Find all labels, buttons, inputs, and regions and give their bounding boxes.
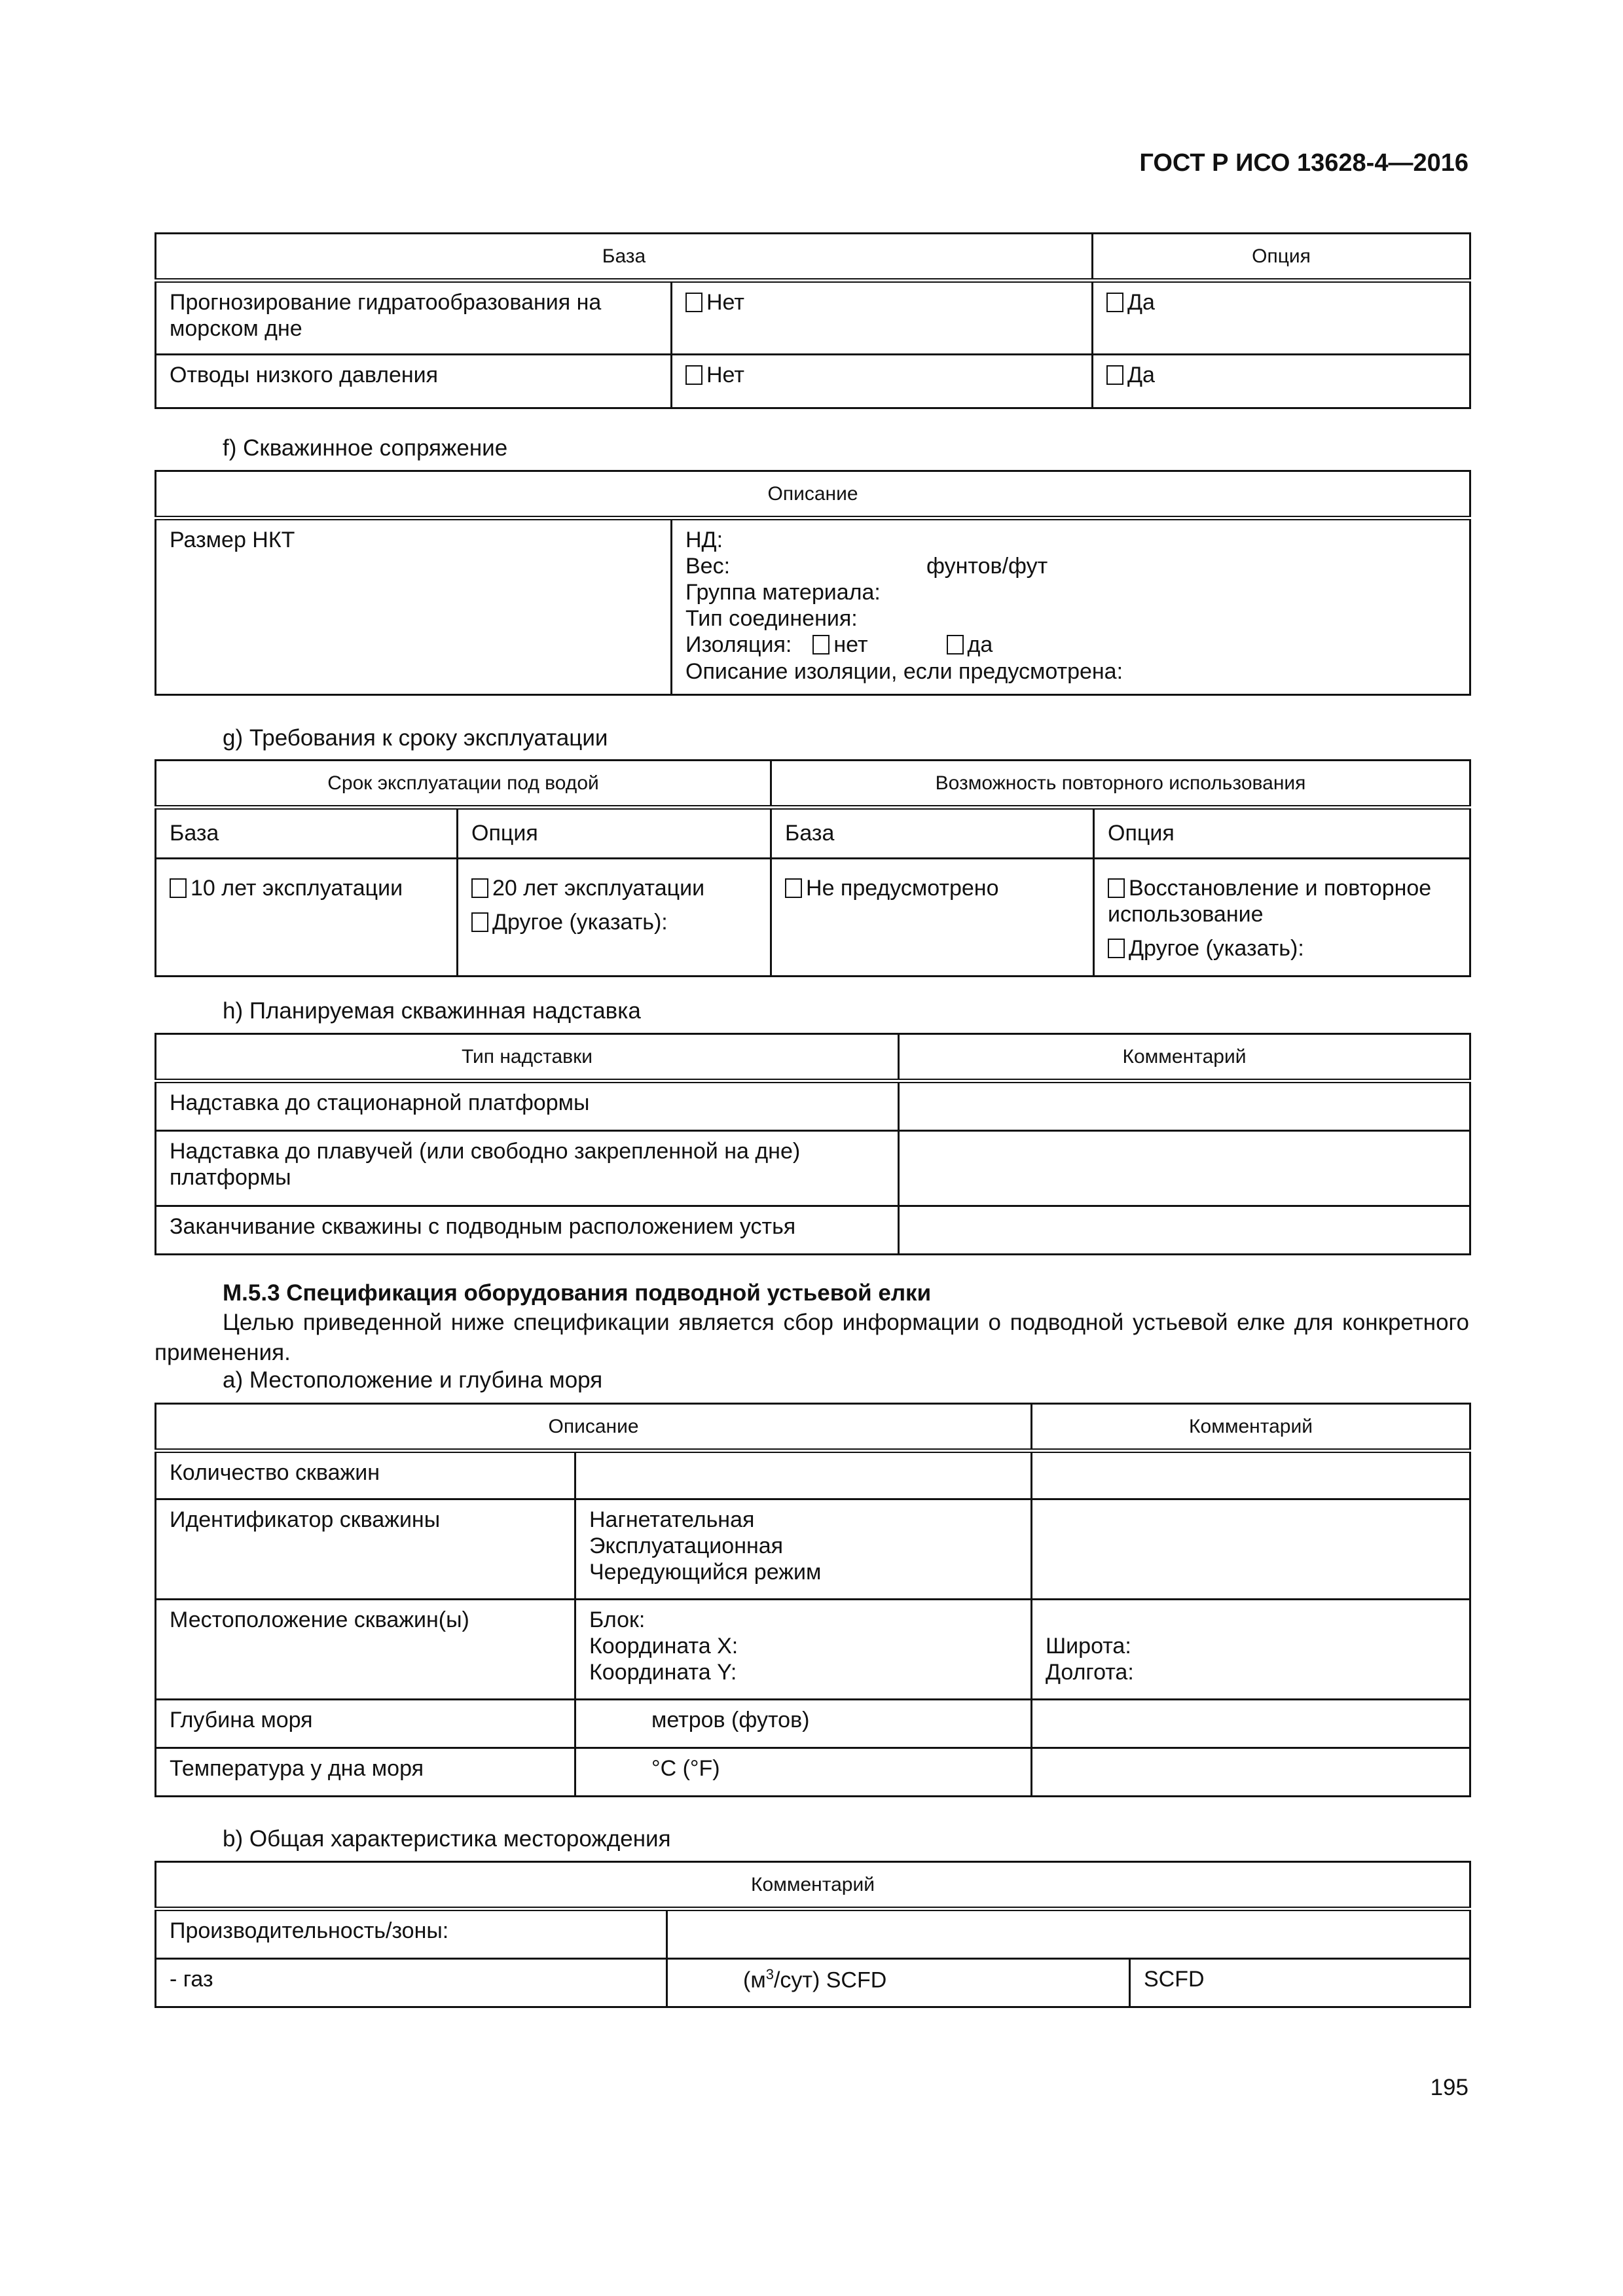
- checkbox[interactable]: [1106, 365, 1123, 385]
- comment-cell[interactable]: [899, 1131, 1470, 1206]
- checkbox-label: да: [967, 632, 993, 658]
- column-header-description: Описание: [156, 471, 1470, 518]
- checkbox-label: Нет: [706, 290, 744, 315]
- comment-cell[interactable]: [1032, 1700, 1470, 1748]
- checkbox-label: Другое (указать):: [1129, 936, 1304, 961]
- column-header-base: База: [156, 234, 1093, 281]
- checkbox[interactable]: [685, 293, 702, 312]
- column-header-type: Тип надставки: [156, 1034, 899, 1081]
- checkbox-label: нет: [833, 632, 868, 658]
- latitude-label: Широта:: [1046, 1634, 1131, 1659]
- comment-cell[interactable]: [1032, 1748, 1470, 1797]
- row-label: Надставка до стационарной платформы: [156, 1081, 899, 1131]
- weight-label: Вес:: [685, 554, 731, 579]
- row-label: Идентификатор скважины: [156, 1499, 575, 1600]
- table-row: [156, 1499, 1470, 1600]
- row-label: Прогнозирование гидратообразования на морском дне: [156, 281, 672, 355]
- value-cell[interactable]: [667, 1909, 1470, 1959]
- checkbox-label: Восстановление и повторное использование: [1108, 876, 1432, 927]
- checkbox[interactable]: [812, 635, 830, 655]
- service-life-table: [155, 759, 1469, 977]
- material-label: Группа материала:: [685, 580, 881, 605]
- comment-cell[interactable]: [1032, 1451, 1470, 1499]
- section-f-caption: f) Скважинное сопряжение: [223, 435, 508, 461]
- well-type: Эксплуатационная: [589, 1534, 784, 1559]
- section-h-caption: h) Планируемая скважинная надставка: [223, 998, 641, 1024]
- unit-label: метров (футов): [575, 1700, 1032, 1748]
- row-label: Температура у дна моря: [156, 1748, 575, 1797]
- column-header-comment: Комментарий: [1032, 1404, 1470, 1451]
- comment-cell[interactable]: [1032, 1499, 1470, 1600]
- checkbox[interactable]: [785, 878, 802, 898]
- table-row: [156, 1748, 1470, 1797]
- section-g-caption: g) Требования к сроку эксплуатации: [223, 725, 608, 751]
- unit-label: $(м^3/сут)$ SCFD: [667, 1959, 1130, 2007]
- tubing-table: [155, 470, 1469, 696]
- comment-cell[interactable]: [899, 1206, 1470, 1255]
- nd-label: НД:: [685, 528, 723, 552]
- column-header-comment: Комментарий: [156, 1862, 1470, 1909]
- checkbox-label: Другое (указать):: [492, 910, 668, 935]
- table-row: [156, 1131, 1470, 1206]
- extension-table: [155, 1033, 1469, 1255]
- page-number: 195: [1430, 2075, 1468, 2100]
- location-table: [155, 1403, 1469, 1797]
- checkbox[interactable]: [947, 635, 964, 655]
- row-label: Количество скважин: [156, 1451, 575, 1499]
- table-row: [156, 1206, 1470, 1255]
- column-header-reuse: Возможность повторного использования: [771, 761, 1470, 808]
- table-row: [156, 1909, 1470, 1959]
- insulation-label: Изоляция:: [685, 632, 792, 658]
- row-label: Производительность/зоны:: [156, 1909, 667, 1959]
- checkbox-label: 10 лет эксплуатации: [191, 876, 403, 901]
- checkbox[interactable]: [170, 878, 187, 898]
- row-label: Местоположение скважин(ы): [156, 1600, 575, 1700]
- subheader-option: Опция: [1094, 808, 1470, 859]
- table-row: [156, 1700, 1470, 1748]
- checkbox[interactable]: [1108, 878, 1125, 898]
- row-label: Надставка до плавучей (или свободно закрепленной на дне) платформы: [156, 1131, 899, 1206]
- checkbox[interactable]: [471, 912, 488, 932]
- unit-label: SCFD: [1130, 1959, 1470, 2007]
- subheader-base: База: [156, 808, 458, 859]
- document-header: ГОСТ Р ИСО 13628-4—2016: [1139, 149, 1468, 177]
- section-title: М.5.3 Спецификация оборудования подводной устьевой елки: [223, 1280, 932, 1306]
- hydrate-table: [155, 232, 1469, 409]
- checkbox-label: Нет: [706, 363, 744, 387]
- comment-cell[interactable]: [899, 1081, 1470, 1131]
- section-b-caption: b) Общая характеристика месторождения: [223, 1826, 671, 1852]
- table-row: [156, 355, 1470, 408]
- row-label: Размер НКТ: [156, 518, 672, 695]
- connection-label: Тип соединения:: [685, 606, 858, 632]
- table-row: [156, 1081, 1470, 1131]
- table-row: [156, 1959, 1470, 2007]
- row-label: - газ: [156, 1959, 667, 2007]
- subheader-option: Опция: [458, 808, 771, 859]
- row-label: Глубина моря: [156, 1700, 575, 1748]
- column-header-subsea-life: Срок эксплуатации под водой: [156, 761, 771, 808]
- section-paragraph: Целью приведенной ниже спецификации является сбор информации о подводной устьевой елке для конкретного применения.: [155, 1310, 1469, 1365]
- checkbox[interactable]: [1108, 939, 1125, 958]
- coordinate-x-label: Координата X:: [589, 1634, 739, 1659]
- block-label: Блок:: [589, 1607, 646, 1632]
- checkbox[interactable]: [1106, 293, 1123, 312]
- value-cell[interactable]: [575, 1451, 1032, 1499]
- checkbox[interactable]: [685, 365, 702, 385]
- column-header-option: Опция: [1093, 234, 1470, 281]
- coordinate-y-label: Координата Y:: [589, 1660, 737, 1685]
- longitude-label: Долгота:: [1046, 1660, 1134, 1685]
- checkbox-label: Да: [1127, 363, 1155, 387]
- row-label: Отводы низкого давления: [156, 355, 672, 408]
- well-type: Чередующийся режим: [589, 1560, 822, 1585]
- column-header-description: Описание: [156, 1404, 1032, 1451]
- checkbox-label: 20 лет эксплуатации: [492, 876, 705, 901]
- well-type: Нагнетательная: [589, 1507, 755, 1532]
- section-a-caption: a) Местоположение и глубина моря: [223, 1367, 603, 1393]
- unit-label: °C (°F): [575, 1748, 1032, 1797]
- checkbox-label: Да: [1127, 290, 1155, 315]
- table-row: [156, 1451, 1470, 1499]
- subheader-base: База: [771, 808, 1094, 859]
- weight-unit: фунтов/фут: [926, 554, 1048, 579]
- column-header-comment: Комментарий: [899, 1034, 1470, 1081]
- table-row: [156, 281, 1470, 355]
- row-label: Заканчивание скважины с подводным расположением устья: [156, 1206, 899, 1255]
- checkbox[interactable]: [471, 878, 488, 898]
- field-table: [155, 1861, 1469, 2008]
- table-row: [156, 1600, 1470, 1700]
- insulation-description-label: Описание изоляции, если предусмотрена:: [685, 658, 1123, 684]
- checkbox-label: Не предусмотрено: [806, 876, 999, 901]
